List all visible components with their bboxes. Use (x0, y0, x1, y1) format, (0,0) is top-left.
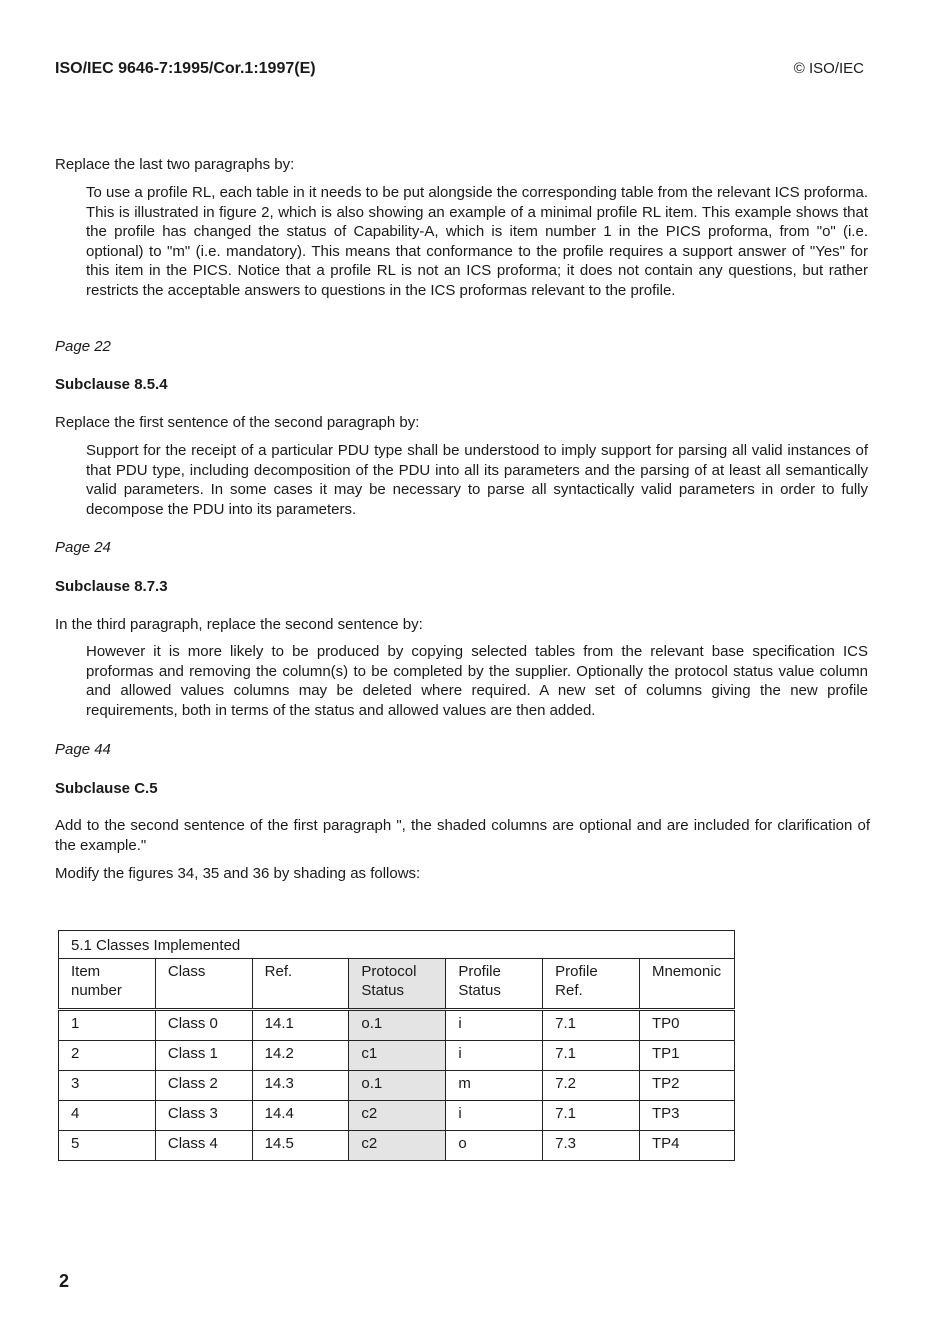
page-reference: Page 24 (55, 539, 111, 556)
table-cell: TP1 (639, 1041, 734, 1071)
page-reference: Page 44 (55, 741, 111, 758)
column-header: Profile Ref. (543, 959, 640, 1010)
table-row (59, 1071, 735, 1101)
table-cell: 4 (59, 1101, 156, 1131)
column-header: Class (155, 959, 252, 1010)
table-cell: 7.1 (543, 1010, 640, 1041)
table-cell: TP0 (639, 1010, 734, 1041)
table-cell: 7.1 (543, 1041, 640, 1071)
table-cell: Class 4 (155, 1131, 252, 1161)
table-caption: 5.1 Classes Implemented (59, 931, 735, 959)
table-cell: 14.1 (252, 1010, 349, 1041)
table-cell: Class 0 (155, 1010, 252, 1041)
table-cell: 7.2 (543, 1071, 640, 1101)
column-header: Ref. (252, 959, 349, 1010)
table-row (59, 1101, 735, 1131)
column-header: Protocol Status (349, 959, 446, 1010)
column-header: Profile Status (446, 959, 543, 1010)
table-cell: 14.2 (252, 1041, 349, 1071)
subclause-heading: Subclause C.5 (55, 780, 158, 797)
table-cell: 7.3 (543, 1131, 640, 1161)
table-row (59, 1041, 735, 1071)
table-cell: Class 2 (155, 1071, 252, 1101)
subclause-heading: Subclause 8.5.4 (55, 376, 168, 393)
table-cell: 14.4 (252, 1101, 349, 1131)
table-cell: i (446, 1101, 543, 1131)
table-row (59, 1131, 735, 1161)
classes-implemented-table (58, 930, 735, 1161)
table-cell: o.1 (349, 1010, 446, 1041)
table-cell: i (446, 1041, 543, 1071)
table-cell: TP4 (639, 1131, 734, 1161)
table-cell: i (446, 1010, 543, 1041)
instruction-text: Replace the first sentence of the second paragraph by: (55, 414, 420, 431)
table-cell: TP3 (639, 1101, 734, 1131)
table-cell: o.1 (349, 1071, 446, 1101)
table-cell: 14.5 (252, 1131, 349, 1161)
table-cell: 1 (59, 1010, 156, 1041)
instruction-text: Modify the figures 34, 35 and 36 by shading as follows: (55, 865, 421, 882)
table-cell: 14.3 (252, 1071, 349, 1101)
table-cell: Class 3 (155, 1101, 252, 1131)
table-cell: m (446, 1071, 543, 1101)
table-cell: 2 (59, 1041, 156, 1071)
page-reference: Page 22 (55, 338, 111, 355)
copyright-notice: © ISO/IEC (793, 60, 864, 77)
table-cell: Class 1 (155, 1041, 252, 1071)
table-cell: c2 (349, 1101, 446, 1131)
replacement-paragraph: Support for the receipt of a particular PDU type shall be understood to imply support for parsing all valid instances of that PDU type, including decomposition of the PDU into all its parameters and the parsing of at least all semantically valid parameters. In some cases it may be necessary to parse all syntactically valid parameters in order to fully decompose the PDU into its parameters. (86, 442, 868, 518)
table-cell: c1 (349, 1041, 446, 1071)
column-header: Item number (59, 959, 156, 1010)
instruction-text: Replace the last two paragraphs by: (55, 156, 295, 173)
table-row (59, 1010, 735, 1041)
table-cell: TP2 (639, 1071, 734, 1101)
subclause-heading: Subclause 8.7.3 (55, 578, 168, 595)
table-cell: c2 (349, 1131, 446, 1161)
instruction-text: Add to the second sentence of the first paragraph ", the shaded columns are optional and are included for clarification of the example." (55, 817, 870, 854)
replacement-paragraph: To use a profile RL, each table in it needs to be put alongside the corresponding table from the relevant ICS proforma. This is illustrated in figure 2, which is also showing an example of a minimal profile RL item. This example shows that the profile has changed the status of Capability-A, which is item number 1 in the PICS proforma, from "o" (i.e. optional) to "m" (i.e. mandatory). This means that conformance to the profile requires a support answer of "Yes" for this item in the PICS. Notice that a profile RL is not an ICS proforma; it does not contain any questions, but rather restricts the acceptable answers to questions in the ICS proformas relevant to the profile. (86, 184, 868, 299)
page-number: 2 (59, 1271, 70, 1291)
table-cell: 3 (59, 1071, 156, 1101)
table-cell: o (446, 1131, 543, 1161)
table-header-row (59, 959, 735, 1010)
replacement-paragraph: However it is more likely to be produced by copying selected tables from the relevant base specification ICS proformas and removing the column(s) to be completed by the supplier. Optionally the protocol status value column and allowed values columns may be deleted where required. A new set of columns giving the new profile requirements, both in terms of the status and allowed values are then added. (86, 643, 868, 719)
document-header-title: ISO/IEC 9646-7:1995/Cor.1:1997(E) (55, 60, 316, 77)
table-cell: 7.1 (543, 1101, 640, 1131)
instruction-text: In the third paragraph, replace the second sentence by: (55, 616, 423, 633)
column-header: Mnemonic (639, 959, 734, 1010)
table-cell: 5 (59, 1131, 156, 1161)
